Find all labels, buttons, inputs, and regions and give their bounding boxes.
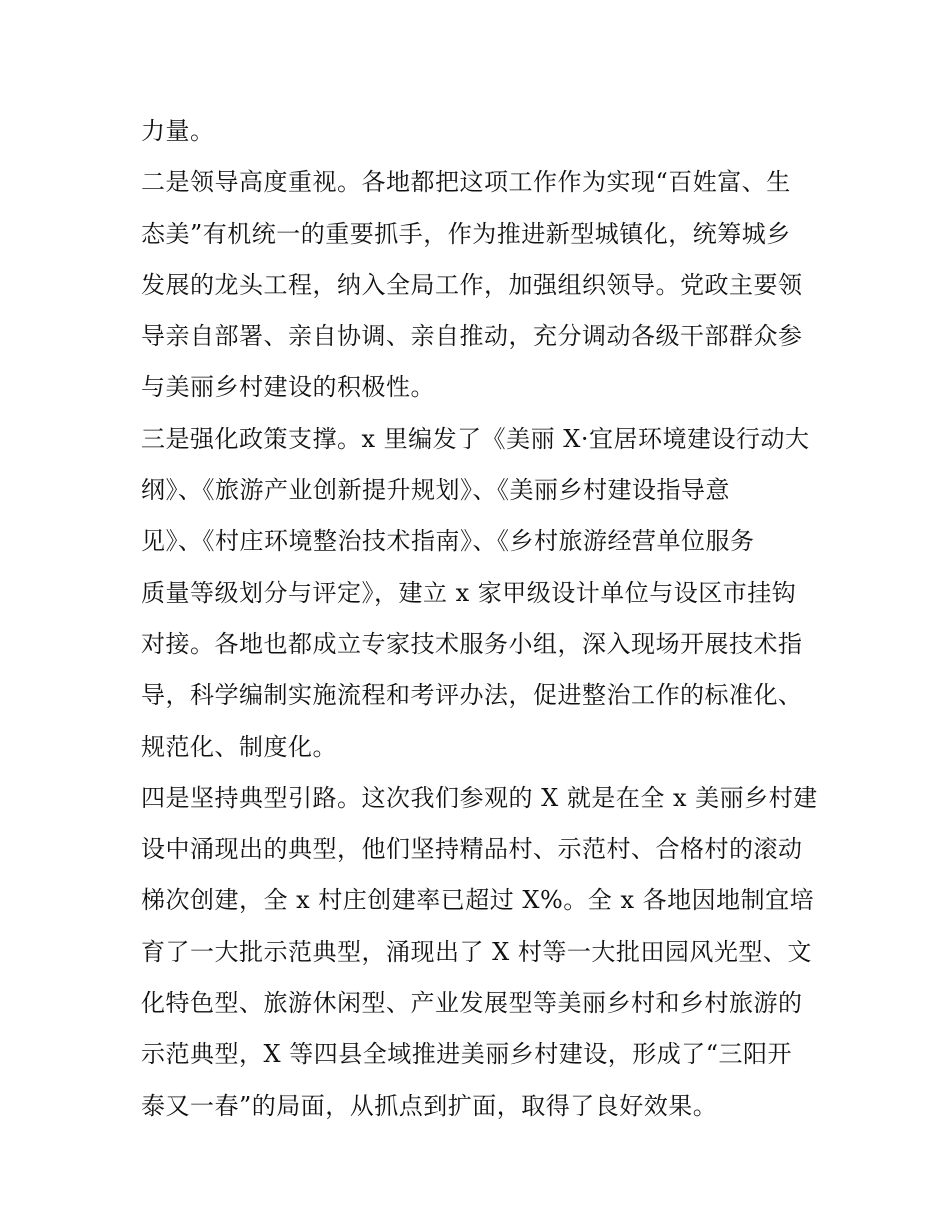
text-line: 质量等级划分与评定》，建立 x 家甲级设计单位与设区市挂钩 <box>141 578 797 607</box>
text-line: 态美”有机统一的重要抓手，作为推进新型城镇化，统筹城乡 <box>141 219 791 248</box>
text-line: 力量。 <box>141 117 215 145</box>
text-line: 四是坚持典型引路。这次我们参观的 X 就是在全 x 美丽乡村建 <box>141 783 818 812</box>
text-line: 对接。各地也都成立专家技术服务小组，深入现场开展技术指 <box>141 629 803 658</box>
text-line: 设中涌现出的典型，他们坚持精品村、示范村、合格村的滚动 <box>141 835 803 864</box>
text-line: 规范化、制度化。 <box>141 732 337 761</box>
text-line: 二是领导高度重视。各地都把这项工作作为实现“百姓富、生 <box>141 168 791 197</box>
text-line: 三是强化政策支撑。x 里编发了《美丽 X·宜居环境建设行动大 <box>141 424 810 453</box>
text-line: 化特色型、旅游休闲型、产业发展型等美丽乡村和乡村旅游的 <box>141 989 803 1018</box>
text-line: 发展的龙头工程，纳入全局工作，加强组织领导。党政主要领 <box>141 270 803 299</box>
text-line: 见》、《村庄环境整治技术指南》、《乡村旅游经营单位服务 <box>141 527 755 556</box>
text-line: 泰又一春”的局面，从抓点到扩面，取得了良好效果。 <box>141 1091 718 1120</box>
text-line: 导，科学编制实施流程和考评办法，促进整治工作的标准化、 <box>141 681 803 710</box>
text-line: 纲》、《旅游产业创新提升规划》、《美丽乡村建设指导意 <box>141 476 730 505</box>
text-line: 育了一大批示范典型，涌现出了 X 村等一大批田园风光型、文 <box>141 937 812 966</box>
text-line: 导亲自部署、亲自协调、亲自推动，充分调动各级干部群众参 <box>141 322 803 351</box>
text-line: 梯次创建，全 x 村庄创建率已超过 X%。全 x 各地因地制宜培 <box>141 886 815 915</box>
document-body <box>141 106 818 1132</box>
text-line: 示范典型，X 等四县全域推进美丽乡村建设，形成了“三阳开 <box>141 1040 792 1069</box>
text-line: 与美丽乡村建设的积极性。 <box>141 373 435 402</box>
